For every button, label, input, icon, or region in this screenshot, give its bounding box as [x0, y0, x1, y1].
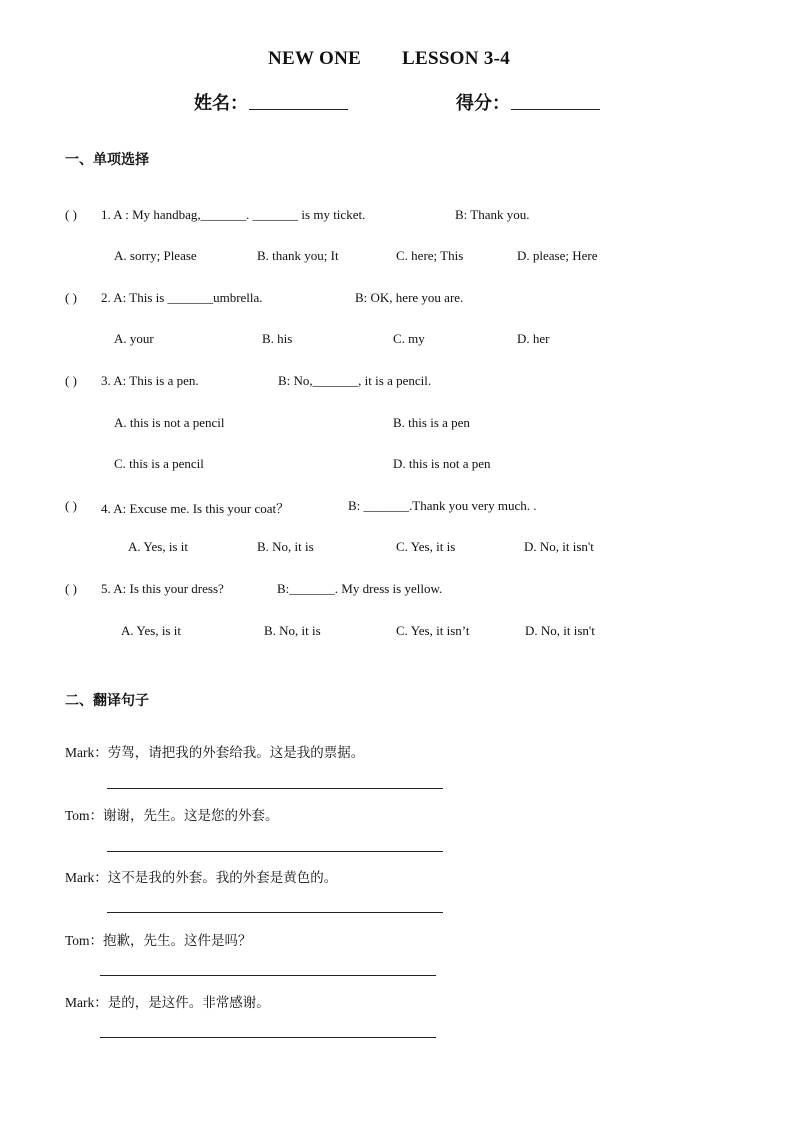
question-stem-b-5: B:_______. My dress is yellow. — [277, 581, 443, 596]
option-1c: C. here; This — [396, 248, 464, 263]
question-paren-3[interactable]: ( ) — [65, 373, 77, 388]
dialogue-line-3: Mark：这不是我的外套。我的外套是黄色的。 — [65, 870, 338, 885]
name-blank-line[interactable] — [249, 109, 348, 110]
option-3a: A. this is not a pencil — [114, 415, 225, 430]
option-1d: D. please; Here — [517, 248, 598, 263]
option-2b: B. his — [262, 331, 293, 346]
question-stem-5: 5. A: Is this your dress? — [101, 581, 224, 596]
answer-line-4[interactable] — [100, 975, 436, 976]
question-stem-b-2: B: OK, here you are. — [355, 290, 464, 305]
option-3c: C. this is a pencil — [114, 456, 204, 471]
answer-line-3[interactable] — [107, 912, 443, 913]
question-stem-4: 4. A: Excuse me. Is this your coat？ — [101, 501, 290, 516]
option-2c: C. my — [393, 331, 425, 346]
question-stem-b-4: B: _______.Thank you very much. . — [348, 498, 537, 513]
question-stem-2: 2. A: This is _______umbrella. — [101, 290, 263, 305]
question-paren-5[interactable]: ( ) — [65, 581, 77, 596]
option-1b: B. thank you; It — [257, 248, 339, 263]
name-label: 姓名： — [194, 93, 248, 113]
option-5c: C. Yes, it isn’t — [396, 623, 470, 638]
question-paren-2[interactable]: ( ) — [65, 290, 77, 305]
option-4c: C. Yes, it is — [396, 539, 456, 554]
option-4a: A. Yes, is it — [128, 539, 188, 554]
score-blank-line[interactable] — [511, 109, 600, 110]
option-5d: D. No, it isn't — [525, 623, 595, 638]
answer-line-5[interactable] — [100, 1037, 436, 1038]
title-lesson: LESSON 3-4 — [402, 48, 511, 69]
option-3d: D. this is not a pen — [393, 456, 491, 471]
option-1a: A. sorry; Please — [114, 248, 197, 263]
question-stem-b-1: B: Thank you. — [455, 207, 530, 222]
option-3b: B. this is a pen — [393, 415, 470, 430]
answer-line-2[interactable] — [107, 851, 443, 852]
question-paren-4[interactable]: ( ) — [65, 498, 77, 513]
question-paren-1[interactable]: ( ) — [65, 207, 77, 222]
question-stem-1: 1. A : My handbag,_______. _______ is my ticket. — [101, 207, 366, 222]
title-new-one: NEW ONE — [268, 48, 362, 69]
section-heading-translate: 二、翻译句子 — [65, 694, 149, 709]
dialogue-line-1: Mark：劳驾，请把我的外套给我。这是我的票据。 — [65, 745, 365, 760]
question-stem-b-3: B: No,_______, it is a pencil. — [278, 373, 432, 388]
score-label: 得分： — [456, 93, 510, 113]
option-2d: D. her — [517, 331, 550, 346]
option-4b: B. No, it is — [257, 539, 314, 554]
option-5b: B. No, it is — [264, 623, 321, 638]
dialogue-line-4: Tom：抱歉，先生。这件是吗？ — [65, 933, 252, 948]
option-5a: A. Yes, is it — [121, 623, 181, 638]
section-heading-multiple-choice: 一、单项选择 — [65, 153, 149, 168]
option-4d: D. No, it isn't — [524, 539, 594, 554]
option-2a: A. your — [114, 331, 154, 346]
answer-line-1[interactable] — [107, 788, 443, 789]
dialogue-line-5: Mark：是的，是这件。非常感谢。 — [65, 995, 270, 1010]
dialogue-line-2: Tom：谢谢，先生。这是您的外套。 — [65, 808, 279, 823]
question-stem-3: 3. A: This is a pen. — [101, 373, 199, 388]
